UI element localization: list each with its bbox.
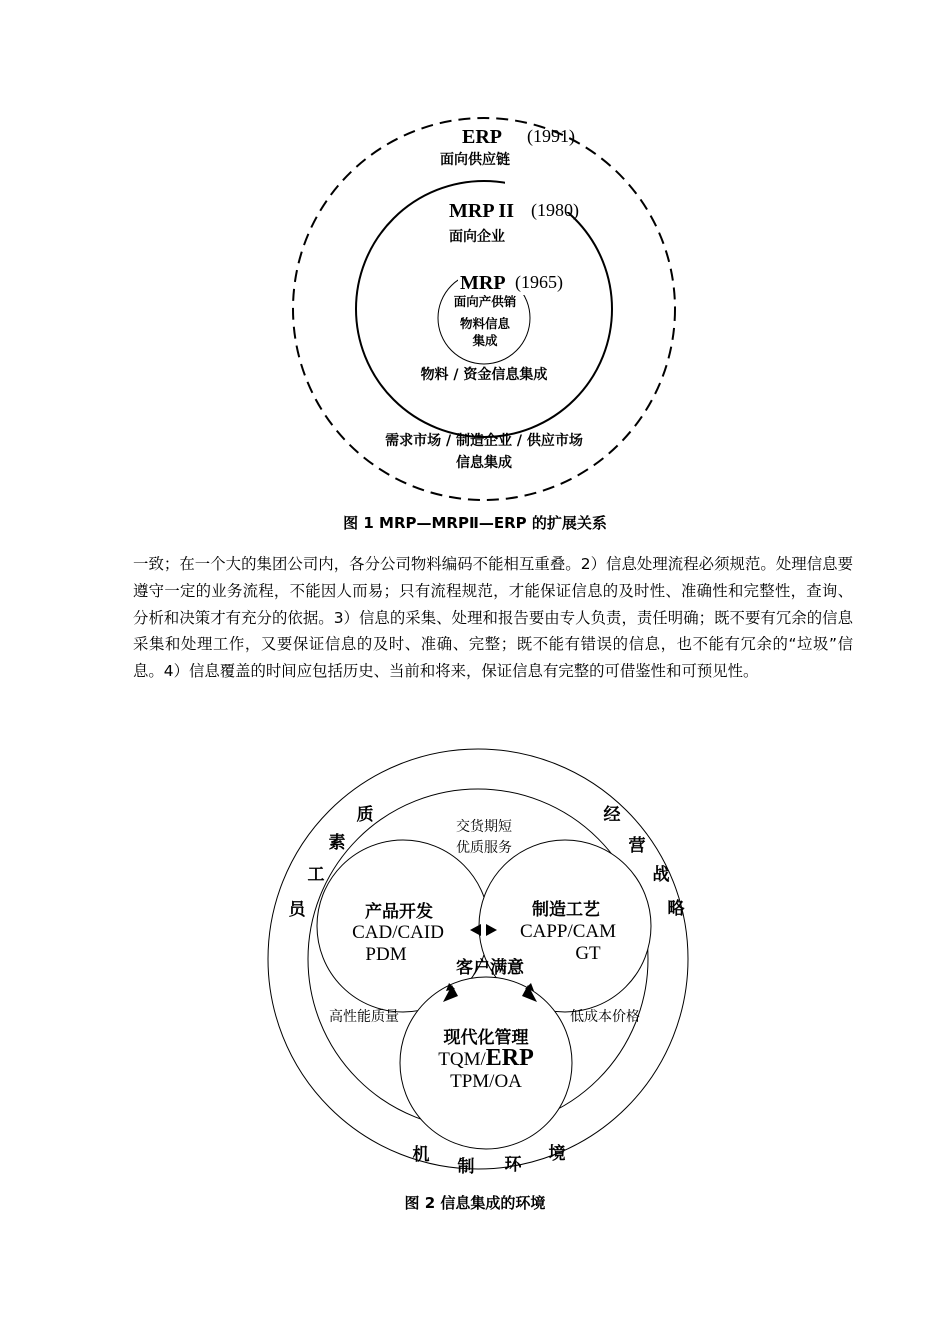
erp-bottom-line1: 需求市场 / 制造企业 / 供应市场 [385,433,583,449]
ring-right-char-2: 营 [628,836,646,856]
top-label-line2: 优质服务 [456,840,512,856]
management-line2: TPM/OA [450,1071,522,1092]
mrp-year: (1965) [515,272,563,292]
management-title: 现代化管理 [443,1028,529,1048]
figure-2-caption: 图 2 信息集成的环境 [404,1194,546,1212]
erp-year: (1991) [527,126,575,146]
manufacture-title: 制造工艺 [532,900,600,920]
figure-2-diagram [0,740,950,1190]
right-label: 低成本价格 [570,1009,640,1025]
manufacture-line1: CAPP/CAM [519,921,617,942]
ring-left-char-3: 素 [328,833,346,853]
product-dev-line1: CAD/CAID [352,922,444,943]
figure-1-diagram [0,0,950,505]
mrp-name: MRP [460,272,506,294]
ring-left-char-2: 工 [307,865,325,885]
erp-name: ERP [462,126,502,148]
ring-left-char-1: 员 [288,900,306,920]
ring-right-char-4: 略 [667,899,685,919]
product-dev-title: 产品开发 [365,902,433,922]
management-tqm: TQM/ [438,1049,486,1070]
product-dev-line2: PDM [365,944,407,965]
ring-bottom-char-2: 制 [457,1157,475,1177]
figure-1-caption: 图 1 MRP—MRPⅡ—ERP 的扩展关系 [343,514,607,532]
management-erp: ERP [485,1045,534,1071]
ring-right-char-1: 经 [603,805,621,825]
ring-bottom-char-4: 境 [548,1144,566,1164]
customer-satisfaction-label: 客户满意 [456,958,524,978]
mrp-line3: 集成 [472,333,498,348]
erp-bottom-line2: 信息集成 [456,455,512,471]
mrp2-name: MRP II [449,200,514,222]
top-label-line1: 交货期短 [456,819,512,835]
left-label: 高性能质量 [329,1009,399,1025]
mrp2-bottom: 物料 / 资金信息集成 [420,367,548,383]
erp-subtitle: 面向供应链 [440,152,510,168]
mrp2-year: (1980) [531,200,579,220]
ring-bottom-char-3: 环 [504,1155,522,1175]
manufacture-line2: GT [575,943,601,964]
management-line1 [438,1045,534,1071]
ring-bottom-char-1: 机 [412,1145,430,1165]
body-paragraph: 一致；在一个大的集团公司内，各分公司物料编码不能相互重叠。2）信息处理流程必须规范。处理信息要遵守一定的业务流程，不能因人而易；只有流程规范，才能保证信息的及时性、准确性和完整性，查询、分析和决策才有充分的依据。3）信息的采集、处理和报告要由专人负责，责任明确；既不要有冗余的信息采集和处理工作，又要保证信息的及时、准确、完整；既不能有错误的信息，也不能有冗余的“垃圾”信息。4）信息覆盖的时间应包括历史、当前和将来，保证信息有完整的可借鉴性和可预见性。 [133,555,853,681]
mrp2-subtitle: 面向企业 [449,229,505,245]
ring-right-char-3: 战 [652,865,670,885]
ring-left-char-4: 质 [356,805,374,825]
mrp-line1: 面向产供销 [453,294,517,309]
mrp-line2: 物料信息 [459,316,511,331]
